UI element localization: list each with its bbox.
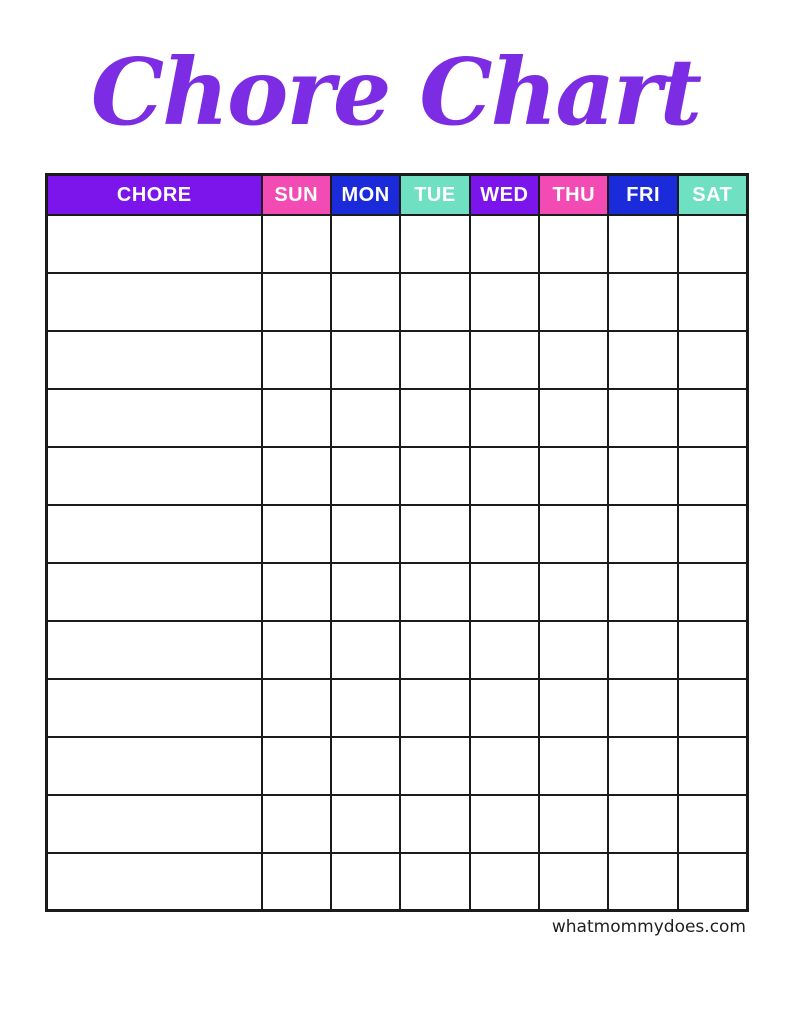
day-cell-thu	[539, 621, 608, 679]
day-cell-fri	[608, 563, 677, 621]
day-cell-fri	[608, 331, 677, 389]
day-cell-mon	[331, 389, 400, 447]
day-cell-fri	[608, 795, 677, 853]
chore-cell	[47, 621, 262, 679]
table-row	[47, 621, 748, 679]
day-cell-wed	[470, 505, 539, 563]
day-cell-tue	[400, 447, 469, 505]
day-cell-tue	[400, 505, 469, 563]
day-cell-wed	[470, 853, 539, 911]
day-cell-tue	[400, 795, 469, 853]
day-cell-tue	[400, 853, 469, 911]
day-cell-thu	[539, 853, 608, 911]
day-cell-wed	[470, 737, 539, 795]
day-cell-sat	[678, 215, 747, 273]
day-cell-wed	[470, 389, 539, 447]
column-header-thu: THU	[539, 175, 608, 215]
day-cell-mon	[331, 737, 400, 795]
day-cell-sat	[678, 331, 747, 389]
chore-cell	[47, 273, 262, 331]
day-cell-sun	[262, 853, 331, 911]
day-cell-thu	[539, 679, 608, 737]
day-cell-fri	[608, 679, 677, 737]
table-row	[47, 331, 748, 389]
day-cell-sat	[678, 389, 747, 447]
day-cell-fri	[608, 621, 677, 679]
chore-cell	[47, 563, 262, 621]
day-cell-tue	[400, 273, 469, 331]
day-cell-mon	[331, 563, 400, 621]
day-cell-fri	[608, 215, 677, 273]
day-cell-thu	[539, 505, 608, 563]
day-cell-sat	[678, 563, 747, 621]
column-header-tue: TUE	[400, 175, 469, 215]
day-cell-thu	[539, 795, 608, 853]
day-cell-tue	[400, 563, 469, 621]
table-row	[47, 389, 748, 447]
chore-cell	[47, 795, 262, 853]
page-title: Chore Chart	[90, 38, 701, 146]
day-cell-sat	[678, 795, 747, 853]
day-cell-fri	[608, 505, 677, 563]
chore-chart-table	[45, 173, 749, 912]
day-cell-sun	[262, 215, 331, 273]
table-row	[47, 737, 748, 795]
day-cell-sat	[678, 505, 747, 563]
day-cell-sat	[678, 447, 747, 505]
chore-cell	[47, 215, 262, 273]
day-cell-mon	[331, 447, 400, 505]
table-row	[47, 505, 748, 563]
day-cell-mon	[331, 795, 400, 853]
day-cell-fri	[608, 273, 677, 331]
table-row	[47, 273, 748, 331]
day-cell-sun	[262, 679, 331, 737]
day-cell-thu	[539, 389, 608, 447]
day-cell-tue	[400, 737, 469, 795]
column-header-sat: SAT	[678, 175, 747, 215]
day-cell-fri	[608, 389, 677, 447]
column-header-fri: FRI	[608, 175, 677, 215]
table-row	[47, 679, 748, 737]
day-cell-wed	[470, 621, 539, 679]
day-cell-mon	[331, 331, 400, 389]
table-row	[47, 447, 748, 505]
day-cell-thu	[539, 563, 608, 621]
day-cell-tue	[400, 389, 469, 447]
day-cell-thu	[539, 737, 608, 795]
day-cell-sat	[678, 621, 747, 679]
day-cell-fri	[608, 447, 677, 505]
day-cell-fri	[608, 737, 677, 795]
day-cell-sun	[262, 505, 331, 563]
day-cell-wed	[470, 679, 539, 737]
chore-cell	[47, 389, 262, 447]
day-cell-sun	[262, 331, 331, 389]
day-cell-mon	[331, 215, 400, 273]
day-cell-wed	[470, 273, 539, 331]
chore-cell	[47, 853, 262, 911]
day-cell-sat	[678, 273, 747, 331]
day-cell-sun	[262, 389, 331, 447]
day-cell-sun	[262, 273, 331, 331]
column-header-wed: WED	[470, 175, 539, 215]
column-header-mon: MON	[331, 175, 400, 215]
day-cell-wed	[470, 447, 539, 505]
day-cell-fri	[608, 853, 677, 911]
chore-cell	[47, 505, 262, 563]
day-cell-thu	[539, 447, 608, 505]
day-cell-wed	[470, 563, 539, 621]
day-cell-thu	[539, 331, 608, 389]
day-cell-mon	[331, 679, 400, 737]
table-row	[47, 215, 748, 273]
chore-cell	[47, 447, 262, 505]
footer-url: whatmommydoes.com	[551, 917, 746, 938]
chore-cell	[47, 331, 262, 389]
day-cell-sat	[678, 737, 747, 795]
day-cell-sat	[678, 853, 747, 911]
day-cell-wed	[470, 215, 539, 273]
table-row	[47, 795, 748, 853]
day-cell-tue	[400, 331, 469, 389]
day-cell-sun	[262, 563, 331, 621]
day-cell-tue	[400, 679, 469, 737]
chore-cell	[47, 737, 262, 795]
day-cell-sun	[262, 795, 331, 853]
day-cell-sun	[262, 621, 331, 679]
day-cell-tue	[400, 215, 469, 273]
day-cell-wed	[470, 795, 539, 853]
day-cell-thu	[539, 215, 608, 273]
day-cell-mon	[331, 273, 400, 331]
day-cell-sat	[678, 679, 747, 737]
day-cell-mon	[331, 853, 400, 911]
day-cell-tue	[400, 621, 469, 679]
column-header-sun: SUN	[262, 175, 331, 215]
chore-cell	[47, 679, 262, 737]
column-header-chore: CHORE	[47, 175, 262, 215]
day-cell-mon	[331, 621, 400, 679]
table-row	[47, 563, 748, 621]
header-row	[47, 175, 748, 215]
day-cell-sun	[262, 737, 331, 795]
day-cell-mon	[331, 505, 400, 563]
day-cell-thu	[539, 273, 608, 331]
table-row	[47, 853, 748, 911]
day-cell-sun	[262, 447, 331, 505]
day-cell-wed	[470, 331, 539, 389]
